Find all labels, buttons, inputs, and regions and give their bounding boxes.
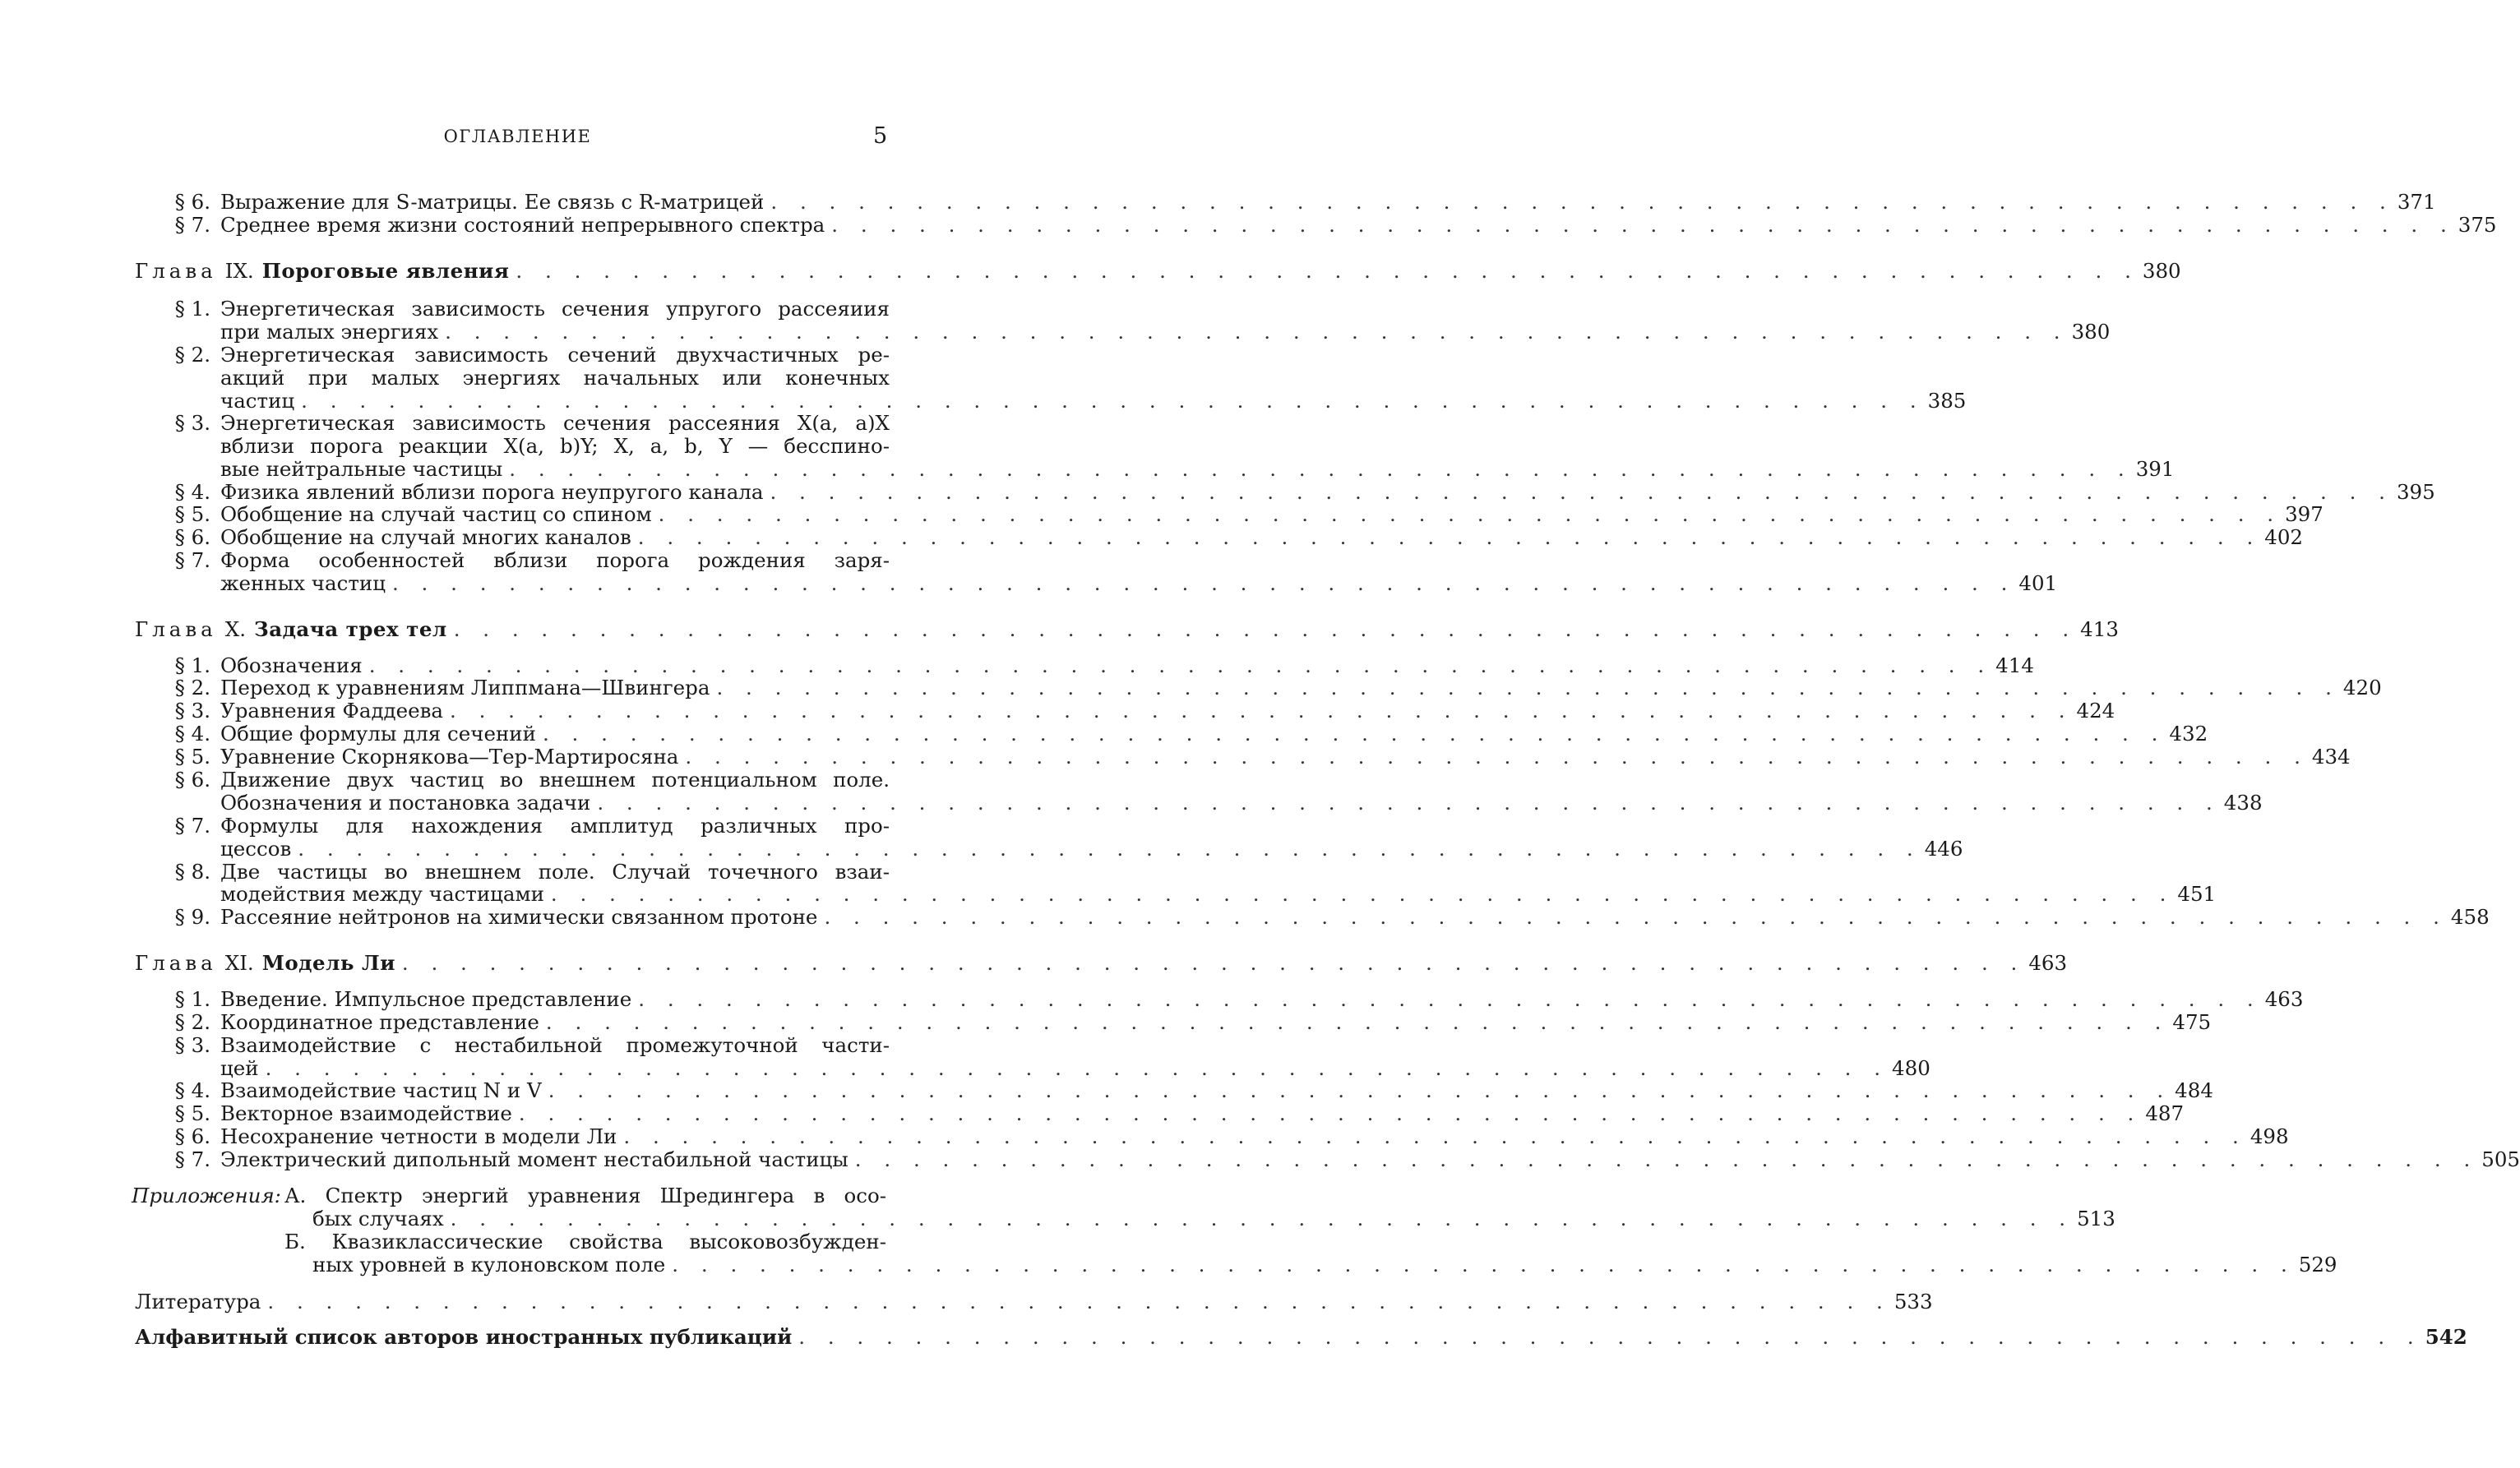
section-title: Векторное взаимодействие [220,1101,512,1125]
section-entry [171,190,2436,214]
page-ref: 420 [2342,676,2382,699]
dot-leader: . . . . . . . . . . . . . . . . . . . . . . . . . . . . . . . . . . . . . . . . . . . . . . . . . . . . . . . . [518,1101,2143,1125]
dot-leader: . . . . . . . . . . . . . . . . . . . . . . . . . . . . . . . . . . . . . . . . . . . . . . . . . . . . . . . . [824,905,2448,929]
chapter-heading [135,617,2119,641]
page-ref: 434 [2311,745,2351,769]
section-entry [171,457,2175,481]
section-marker: § 9. [174,905,210,929]
dot-leader: . . . . . . . . . . . . . . . . . . . . . . . . . . . . . . . . . . . . . . . . . . . . . . . . . . . . . . . . [453,617,2078,641]
page-ref: 463 [2028,951,2068,975]
appendix-label: Приложения: [132,1184,281,1207]
section-title: Движение двух частиц во внешнем потенциальном поле. [220,768,890,792]
dot-leader: . . . . . . . . . . . . . . . . . . . . . . . . . . . . . . . . . . . . . . . . . . . . . . . . . . . . . . . . [445,320,2069,344]
section-marker: § 7. [174,814,210,838]
dot-leader: . . . . . . . . . . . . . . . . . . . . . . . . . . . . . . . . . . . . . . . . . . . . . . . . . . . . . . . . [401,951,2026,975]
section-entry [171,791,2263,815]
section-title: при малых энергиях [220,320,439,344]
section-title: женных частиц [220,571,386,595]
dot-leader: . . . . . . . . . . . . . . . . . . . . . . . . . . . . . . . . . . . . . . . . . . . . . . . . . . . . . . . . [265,1056,1889,1080]
chapter-title: Пороговые явления [261,259,510,283]
section-marker: § 5. [174,1101,210,1125]
section-title: вые нейтральные частицы [220,457,503,481]
section-title: Формулы для нахождения амплитуд различных про- [220,814,890,838]
section-title: Энергетическая зависимость сечения рассеяния X(a, a)X [220,411,890,435]
section-entry [171,653,2034,677]
chapter-heading [135,951,2068,975]
section-marker: § 6. [174,525,210,549]
section-marker: § 3. [174,1033,210,1057]
section-title: Уравнение Скорнякова—Тер-Мартиросяна [220,745,679,769]
page-ref: 480 [1892,1056,1930,1080]
dot-leader: . . . . . . . . . . . . . . . . . . . . . . . . . . . . . . . . . . . . . . . . . . . . . . . . . . . . . . . . [716,676,2340,699]
section-entry [171,320,2111,344]
section-title: Форма особенностей вблизи порога рождения заря- [220,548,890,572]
appendix-text: Б. Квазиклассические свойства высоковозбужден- [284,1230,886,1253]
dot-leader: . . . . . . . . . . . . . . . . . . . . . . . . . . . . . . . . . . . . . . . . . . . . . . . . . . . . . . . . [391,571,2016,595]
toc-entry [135,1290,1933,1313]
section-marker: § 5. [174,745,210,769]
section-marker: § 7. [174,548,210,572]
appendix-line [132,1207,2115,1230]
dot-leader: . . . . . . . . . . . . . . . . . . . . . . . . . . . . . . . . . . . . . . . . . . . . . . . . . . . . . . . . [542,722,2166,746]
section-marker: § 1. [174,297,210,321]
dot-leader: . . . . . . . . . . . . . . . . . . . . . . . . . . . . . . . . . . . . . . . . . . . . . . . . . . . . . . . . [854,1147,2479,1171]
section-entry [171,389,1967,413]
dot-leader: . . . . . . . . . . . . . . . . . . . . . . . . . . . . . . . . . . . . . . . . . . . . . . . . . . . . . . . . [658,502,2282,526]
dot-leader: . . . . . . . . . . . . . . . . . . . . . . . . . . . . . . . . . . . . . . . . . . . . . . . . . . . . . . . . [368,653,1993,677]
section-entry [171,502,2323,526]
section-title: Обобщение на случай многих каналов [220,525,631,549]
section-marker: § 2. [174,1010,210,1034]
appendix-text: ных уровней в кулоновском поле [312,1253,666,1276]
appendix-line [132,1184,886,1207]
section-title: Обозначения и постановка задачи [220,791,591,815]
section-entry [171,344,890,367]
page-ref: 529 [2298,1253,2337,1276]
section-entry [171,722,2208,746]
chapter-title: Модель Ли [261,951,395,975]
section-entry [171,549,890,572]
page-ref: 385 [1927,389,1967,413]
page-ref: 533 [1893,1290,1933,1313]
page-ref: 375 [2458,213,2497,237]
section-entry [171,1124,2289,1148]
section-title: Физика явлений вблизи порога неупругого канала [220,480,764,504]
section-marker: § 3. [174,699,210,722]
page-ref: 424 [2076,699,2115,722]
section-entry [171,905,2490,929]
section-entry [171,1056,1930,1080]
section-title: цессов [220,837,292,861]
page-ref: 395 [2396,480,2435,504]
section-marker: § 1. [174,653,210,677]
page-ref: 542 [2425,1325,2467,1349]
section-entry [171,412,890,435]
page-ref: 380 [2142,259,2181,283]
section-title: Обобщение на случай частиц со спином [220,502,652,526]
dot-leader: . . . . . . . . . . . . . . . . . . . . . . . . . . . . . . . . . . . . . . . . . . . . . . . . . . . . . . . . [597,791,2221,815]
section-entry [171,699,2115,722]
section-title: Уравнения Фаддеева [220,699,444,722]
section-marker: § 6. [174,190,210,214]
section-title: Энергетическая зависимость сечения упругого рассеяиия [220,297,890,321]
chapter-label: Глава [135,951,217,975]
section-title: Обозначения [220,653,363,677]
section-marker: § 1. [174,987,210,1011]
dot-leader: . . . . . . . . . . . . . . . . . . . . . . . . . . . . . . . . . . . . . . . . . . . . . . . . . . . . . . . . [672,1253,2296,1276]
section-marker: § 5. [174,502,210,526]
page-ref: 484 [2175,1078,2213,1102]
section-title: Среднее время жизни состояний непрерывного спектра [220,213,825,237]
running-head: ОГЛАВЛЕНИЕ [443,127,592,146]
section-entry [171,769,890,792]
section-entry [171,987,2304,1011]
dot-leader: . . . . . . . . . . . . . . . . . . . . . . . . . . . . . . . . . . . . . . . . . . . . . . . . . . . . . . . . [623,1124,2247,1148]
section-entry [171,213,2497,237]
section-title: Введение. Импульсное представление [220,987,632,1011]
section-marker: § 7. [174,213,210,237]
page-ref: 513 [2077,1207,2115,1230]
dot-leader: . . . . . . . . . . . . . . . . . . . . . . . . . . . . . . . . . . . . . . . . . . . . . . . . . . . . . . . . [770,190,2394,214]
page-ref: 413 [2080,617,2119,641]
section-marker: § 4. [174,722,210,746]
section-entry [171,298,890,321]
section-marker: § 3. [174,411,210,435]
chapter-number: X. [224,617,247,641]
section-title: вблизи порога реакции X(a, b)Y; X, a, b, Y — бесспино- [220,434,890,458]
section-entry [171,571,2058,595]
chapter-label: Глава [135,259,217,283]
page-ref: 397 [2285,502,2323,526]
section-marker: § 6. [174,768,210,792]
section-marker: § 2. [174,676,210,699]
page-ref: 380 [2071,320,2111,344]
section-entry [171,861,890,884]
section-title: Выражение для S-матрицы. Ее связь с R-матрицей [220,190,765,214]
section-marker: § 4. [174,1078,210,1102]
section-title: Энергетическая зависимость сечений двухчастичных ре- [220,343,890,367]
section-entry [171,480,2435,504]
chapter-number: IX. [224,259,254,283]
section-title: цей [220,1056,259,1080]
dot-leader: . . . . . . . . . . . . . . . . . . . . . . . . . . . . . . . . . . . . . . . . . . . . . . . . . . . . . . . . [798,1325,2422,1349]
section-entry [171,1101,2185,1125]
dot-leader: . . . . . . . . . . . . . . . . . . . . . . . . . . . . . . . . . . . . . . . . . . . . . . . . . . . . . . . . [770,480,2393,504]
section-title: частиц [220,389,295,413]
dot-leader: . . . . . . . . . . . . . . . . . . . . . . . . . . . . . . . . . . . . . . . . . . . . . . . . . . . . . . . . [267,1290,1891,1313]
section-entry [171,1010,2212,1034]
page-ref: 463 [2264,987,2304,1011]
section-entry [171,1034,890,1057]
dot-leader: . . . . . . . . . . . . . . . . . . . . . . . . . . . . . . . . . . . . . . . . . . . . . . . . . . . . . . . . [509,457,2133,481]
chapter-number: XI. [224,951,254,975]
dot-leader: . . . . . . . . . . . . . . . . . . . . . . . . . . . . . . . . . . . . . . . . . . . . . . . . . . . . . . . . [637,525,2262,549]
section-entry [171,882,2217,906]
section-title: Общие формулы для сечений [220,722,536,746]
page-ref: 438 [2223,791,2263,815]
page-ref: 458 [2450,905,2490,929]
page-ref: 414 [1995,653,2034,677]
section-marker: § 7. [174,1147,210,1171]
section-marker: § 2. [174,343,210,367]
chapter-heading [135,259,2181,283]
entry-title: Алфавитный список авторов иностранных публикаций [135,1325,793,1349]
section-entry [171,676,2382,699]
section-entry [171,745,2351,769]
appendix-text: бых случаях [312,1207,444,1230]
page-ref: 498 [2250,1124,2289,1148]
section-title: Две частицы во внешнем поле. Случай точечного взаи- [220,860,890,884]
dot-leader: . . . . . . . . . . . . . . . . . . . . . . . . . . . . . . . . . . . . . . . . . . . . . . . . . . . . . . . . [831,213,2455,237]
appendix-text: А. Спектр энергий уравнения Шредингера в осо- [284,1184,886,1207]
page-number: 5 [873,123,888,149]
page-ref: 487 [2145,1101,2185,1125]
section-title: Электрический дипольный момент нестабильной частицы [220,1147,848,1171]
dot-leader: . . . . . . . . . . . . . . . . . . . . . . . . . . . . . . . . . . . . . . . . . . . . . . . . . . . . . . . . [298,837,1921,861]
page-ref: 402 [2264,525,2303,549]
section-title: Несохранение четности в модели Ли [220,1124,617,1148]
section-marker: § 4. [174,480,210,504]
dot-leader: . . . . . . . . . . . . . . . . . . . . . . . . . . . . . . . . . . . . . . . . . . . . . . . . . . . . . . . . [545,1010,2170,1034]
chapter-title: Задача трех тел [254,617,447,641]
section-title: акций при малых энергиях начальных или конечных [220,366,890,390]
section-entry [171,1078,2213,1102]
section-entry [171,367,890,390]
section-title: Рассеяние нейтронов на химически связанном протоне [220,905,818,929]
dot-leader: . . . . . . . . . . . . . . . . . . . . . . . . . . . . . . . . . . . . . . . . . . . . . . . . . . . . . . . . [450,699,2074,722]
dot-leader: . . . . . . . . . . . . . . . . . . . . . . . . . . . . . . . . . . . . . . . . . . . . . . . . . . . . . . . . [450,1207,2074,1230]
section-marker: § 6. [174,1124,210,1148]
section-entry [171,837,1963,861]
page-ref: 432 [2169,722,2208,746]
page-ref: 505 [2481,1147,2520,1171]
dot-leader: . . . . . . . . . . . . . . . . . . . . . . . . . . . . . . . . . . . . . . . . . . . . . . . . . . . . . . . . [685,745,2309,769]
section-title: Координатное представление [220,1010,539,1034]
toc-entry [135,1325,2467,1349]
dot-leader: . . . . . . . . . . . . . . . . . . . . . . . . . . . . . . . . . . . . . . . . . . . . . . . . . . . . . . . . [548,1078,2172,1102]
page-ref: 401 [2018,571,2058,595]
appendix-line [132,1230,886,1253]
dot-leader: . . . . . . . . . . . . . . . . . . . . . . . . . . . . . . . . . . . . . . . . . . . . . . . . . . . . . . . . [550,882,2175,906]
dot-leader: . . . . . . . . . . . . . . . . . . . . . . . . . . . . . . . . . . . . . . . . . . . . . . . . . . . . . . . . [301,389,1925,413]
entry-title: Литература [135,1290,261,1313]
section-marker: § 8. [174,860,210,884]
section-entry [171,1147,2520,1171]
section-entry [171,815,890,838]
page-ref: 371 [2397,190,2436,214]
section-title: Переход к уравнениям Липпмана—Швингера [220,676,710,699]
chapter-label: Глава [135,617,217,641]
section-entry [171,435,890,458]
section-title: модействия между частицами [220,882,544,906]
dot-leader: . . . . . . . . . . . . . . . . . . . . . . . . . . . . . . . . . . . . . . . . . . . . . . . . . . . . . . . . [638,987,2262,1011]
section-title: Взаимодействие частиц N и V [220,1078,542,1102]
page-ref: 475 [2172,1010,2212,1034]
dot-leader: . . . . . . . . . . . . . . . . . . . . . . . . . . . . . . . . . . . . . . . . . . . . . . . . . . . . . . . . [516,259,2139,283]
appendix-line [132,1253,2337,1276]
page-ref: 451 [2177,882,2217,906]
page-ref: 391 [2135,457,2175,481]
page-ref: 446 [1924,837,1963,861]
section-title: Взаимодействие с нестабильной промежуточной части- [220,1033,890,1057]
section-entry [171,525,2303,549]
